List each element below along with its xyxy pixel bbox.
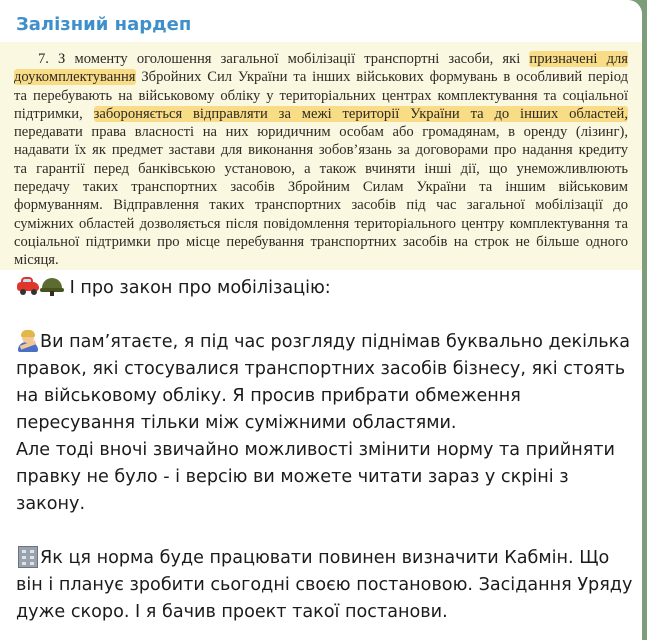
message-paragraph: Ви пам’ятаєте, я під час розгляду піднімав буквально декілька правок, які стосувалися транспортних засобів бізнесу, які стоять на військовому обліку. Я просив прибрати обмеження пересування тільки між суміжними областями. [16,332,631,433]
document-line: суміжних областей дозволяється після повідомлення територіального центру комплектування та [14,215,628,232]
highlighted-text: доукомплектування [14,69,136,86]
highlighted-text: забороняється відправляти за межі території України та до інших областей, [93,105,628,122]
message-text [16,275,636,626]
document-screenshot[interactable] [0,42,642,270]
highlighted-text: призначені для [529,51,628,67]
document-line: передавати права власності на них юридичним особам або громадянам, в оренду (лізинг), [14,124,628,141]
military-helmet-icon [40,276,64,296]
document-line: місяця. [14,252,59,269]
message-intro: І про закон про мобілізацію: [16,275,636,302]
document-line: підтримки, забороняється відправляти за межі території України та до інших областей, [14,105,628,122]
office-building-icon [16,546,40,566]
document-line: та перебувають на військовому обліку у територіальних центрах комплектування та соціальної [14,87,628,104]
document-line: передачу таких транспортних засобів Збройним Силам України та іншим військовим [14,179,628,196]
document-line: доукомплектування Збройних Сил України та інших військових формувань в особливий період [14,69,628,86]
document-line: та гарантії перед банківською установою, а також вчиняти інші дії, що унеможливлюють [14,160,628,177]
car-icon [16,276,40,296]
person-gesturing-no-icon [16,330,40,350]
channel-name[interactable]: Залізний нардеп [16,14,192,35]
message-paragraph: Але тоді вночі звичайно можливості змінити норму та прийняти правку не було - і версію ви можете читати зараз у скріні з закону. [16,440,615,514]
message-paragraph: Як ця норма буде працювати повинен визначити Кабмін. Що він і планує зробити сьогодні своєю постановою. Засідання Уряду дуже скоро. І я бачив проект такої постанови. [16,548,633,622]
document-line: формуванням. Відправлення таких транспортних засобів під час загальної мобілізації до [14,197,628,214]
document-line: 7. З моменту оголошення загальної мобілізації транспортні засоби, які призначені для [38,51,628,67]
document-line: соціальної підтримки про місце перебування транспортних засобів на строк не більше одного [14,233,628,250]
document-line: надавати їх як предмет застави для виконання зобов’язань за договорами про надання кредиту [14,142,628,159]
